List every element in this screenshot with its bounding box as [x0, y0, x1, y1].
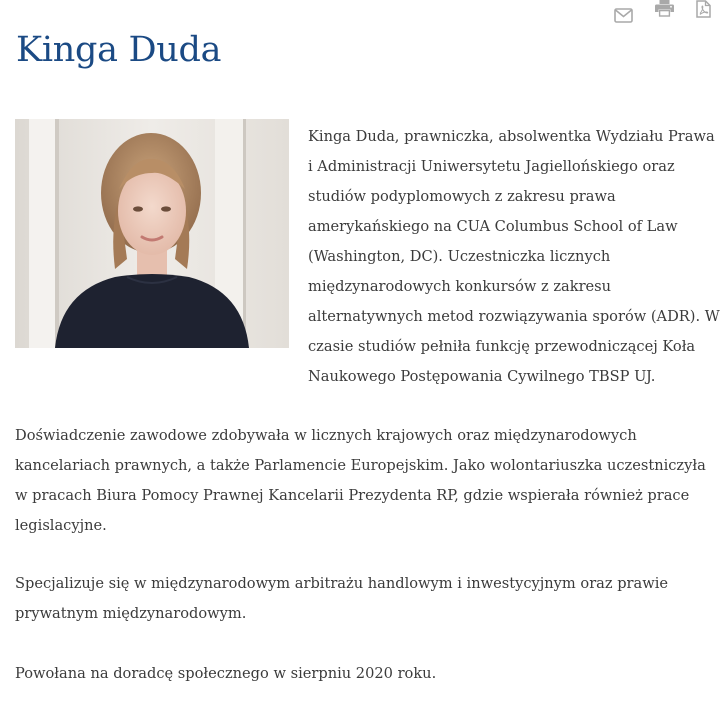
pdf-icon[interactable]: [696, 0, 711, 18]
page-toolbar: [592, 0, 711, 26]
bio-intro: Kinga Duda, prawniczka, absolwentka Wydziału Prawa i Administracji Uniwersytetu Jagiellońskiego oraz studiów podyplomowych z zakresu prawa amerykańskiego na CUA Columbus School of Law (Washington, DC). Uczestniczka licznych międzynarodowych konkursów z zakresu alternatywnych metod rozwiązywania sporów (ADR). W czasie studiów pełniła funkcję przewodniczącej Koła Naukowego Postępowania Cywilnego TBSP UJ.: [308, 128, 720, 385]
bio-appointment: Powołana na doradcę społecznego w sierpniu 2020 roku.: [15, 665, 437, 682]
portrait-photo: [15, 119, 289, 348]
printer-icon[interactable]: [655, 0, 674, 17]
envelope-icon[interactable]: [614, 8, 633, 23]
bio-experience: Doświadczenie zawodowe zdobywała w licznych krajowych oraz międzynarodowych kancelariach prawnych, a także Parlamencie Europejskim. Jako wolontariuszka uczestniczyła w pracach Biura Pomocy Prawnej Kancelarii Prezydenta RP, gdzie wspierała również prace legislacyjne.: [15, 427, 706, 534]
page-title: Kinga Duda: [16, 30, 222, 70]
bio-specialization: Specjalizuje się w międzynarodowym arbitrażu handlowym i inwestycyjnym oraz prawie prywatnym międzynarodowym.: [15, 575, 669, 622]
